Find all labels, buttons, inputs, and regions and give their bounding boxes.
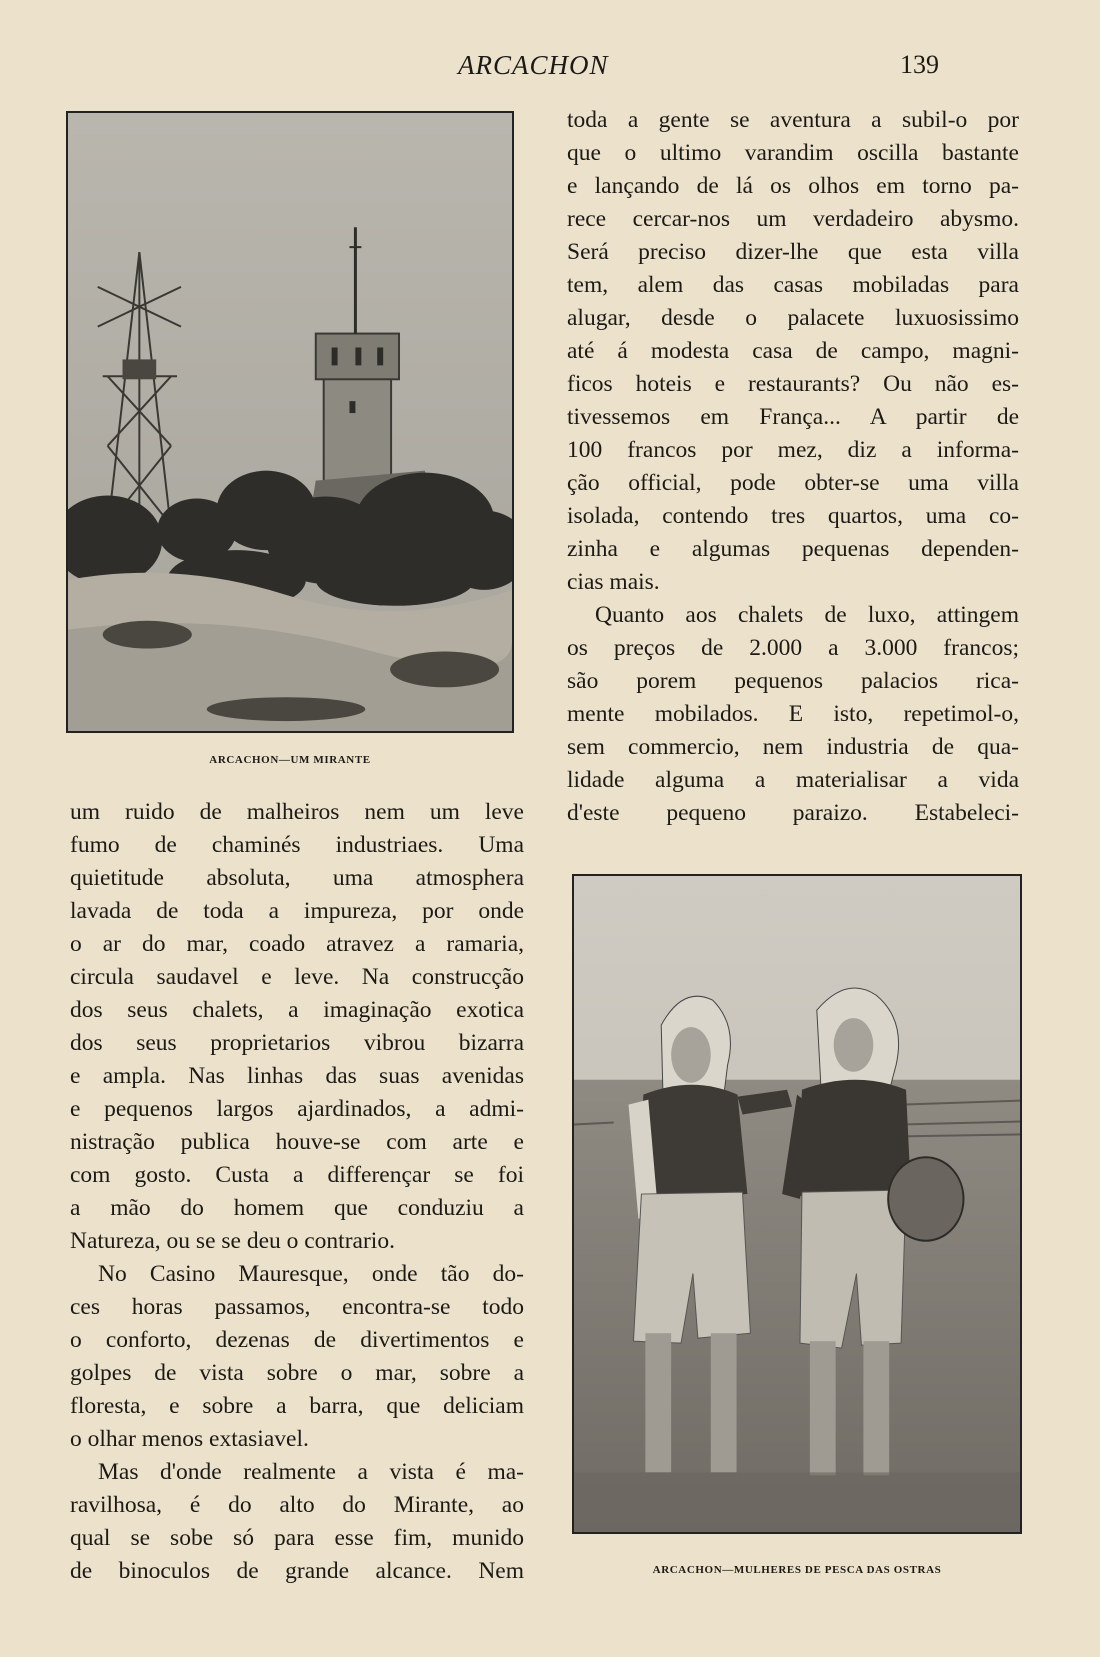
text-line: mente mobilados. E isto, repetimol-o, bbox=[567, 701, 1019, 727]
caption-mirante: ARCACHON—UM MIRANTE bbox=[209, 754, 371, 766]
text-line: zinha e algumas pequenas dependen- bbox=[567, 536, 1019, 562]
text-line: golpes de vista sobre o mar, sobre a bbox=[70, 1360, 524, 1386]
text-line: No Casino Mauresque, onde tão do- bbox=[98, 1261, 524, 1287]
text-line: nistração publica houve-se com arte e bbox=[70, 1129, 524, 1155]
text-line: até á modesta casa de campo, magni- bbox=[567, 338, 1019, 364]
text-line: quietitude absoluta, uma atmosphera bbox=[70, 865, 524, 891]
text-line: lavada de toda a impureza, por onde bbox=[70, 898, 524, 924]
text-line: ces horas passamos, encontra-se todo bbox=[70, 1294, 524, 1320]
text-line: tem, alem das casas mobiladas para bbox=[567, 272, 1019, 298]
text-line: de binoculos de grande alcance. Nem bbox=[70, 1558, 524, 1584]
text-line: o olhar menos extasiavel. bbox=[70, 1426, 309, 1452]
text-line: tivessemos em França... A partir de bbox=[567, 404, 1019, 430]
text-line: dos seus chalets, a imaginação exotica bbox=[70, 997, 524, 1023]
text-line: Será preciso dizer-lhe que esta villa bbox=[567, 239, 1019, 265]
text-column-right-top bbox=[567, 104, 1019, 830]
photo-mirante bbox=[66, 111, 514, 733]
caption-mulheres: ARCACHON—MULHERES DE PESCA DAS OSTRAS bbox=[652, 1564, 942, 1576]
text-line: isolada, contendo tres quartos, uma co- bbox=[567, 503, 1019, 529]
page-number: 139 bbox=[900, 50, 939, 79]
text-line: lidade alguma a materialisar a vida bbox=[567, 767, 1019, 793]
text-line: dos seus proprietarios vibrou bizarra bbox=[70, 1030, 524, 1056]
text-line: o conforto, dezenas de divertimentos e bbox=[70, 1327, 524, 1353]
text-line: cias mais. bbox=[567, 569, 660, 595]
text-line: o ar do mar, coado atravez a ramaria, bbox=[70, 931, 524, 957]
text-line: rece cercar-nos um verdadeiro abysmo. bbox=[567, 206, 1019, 232]
text-line: floresta, e sobre a barra, que deliciam bbox=[70, 1393, 524, 1419]
text-line: Natureza, ou se se deu o contrario. bbox=[70, 1228, 395, 1254]
text-line: ravilhosa, é do alto do Mirante, ao bbox=[70, 1492, 524, 1518]
text-line: a mão do homem que conduziu a bbox=[70, 1195, 524, 1221]
text-line: qual se sobe só para esse fim, munido bbox=[70, 1525, 524, 1551]
text-line: os preços de 2.000 a 3.000 francos; bbox=[567, 635, 1019, 661]
text-line: circula saudavel e leve. Na construcção bbox=[70, 964, 524, 990]
text-line: Mas d'onde realmente a vista é ma- bbox=[98, 1459, 524, 1485]
text-line: ficos hoteis e restaurants? Ou não es- bbox=[567, 371, 1019, 397]
text-line: e ampla. Nas linhas das suas avenidas bbox=[70, 1063, 524, 1089]
text-line: um ruido de malheiros nem um leve bbox=[70, 799, 524, 825]
text-line: e lançando de lá os olhos em torno pa- bbox=[567, 173, 1019, 199]
text-line: toda a gente se aventura a subil-o por bbox=[567, 107, 1019, 133]
text-line: sem commercio, nem industria de qua- bbox=[567, 734, 1019, 760]
text-line: são porem pequenos palacios rica- bbox=[567, 668, 1019, 694]
text-line: 100 francos por mez, diz a informa- bbox=[567, 437, 1019, 463]
text-line: d'este pequeno paraizo. Estabeleci- bbox=[567, 800, 1019, 826]
running-title: ARCACHON bbox=[458, 50, 609, 80]
text-column-left-bottom bbox=[70, 796, 524, 1588]
photo-mulheres bbox=[572, 874, 1022, 1534]
text-line: Quanto aos chalets de luxo, attingem bbox=[595, 602, 1019, 628]
text-line: alugar, desde o palacete luxuosissimo bbox=[567, 305, 1019, 331]
text-line: fumo de chaminés industriaes. Uma bbox=[70, 832, 524, 858]
text-line: e pequenos largos ajardinados, a admi- bbox=[70, 1096, 524, 1122]
text-line: com gosto. Custa a differençar se foi bbox=[70, 1162, 524, 1188]
text-line: ção official, pode obter-se uma villa bbox=[567, 470, 1019, 496]
running-head bbox=[0, 50, 1100, 90]
text-line: que o ultimo varandim oscilla bastante bbox=[567, 140, 1019, 166]
